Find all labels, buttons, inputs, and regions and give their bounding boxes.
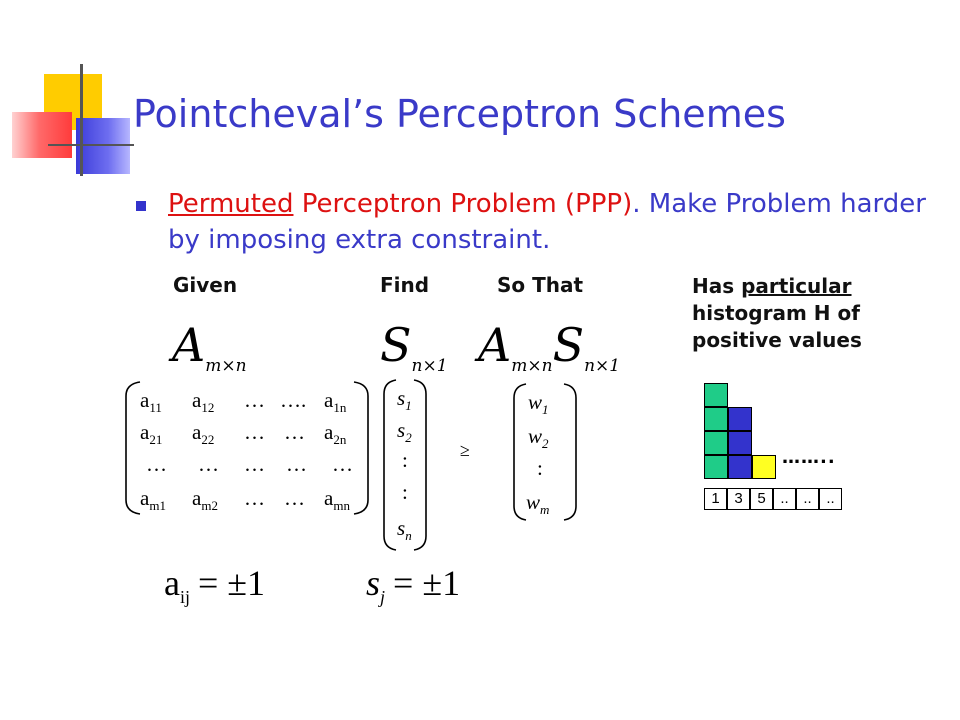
matrix-A-cell: $a_{1n}$ (324, 388, 347, 416)
histogram-block (704, 383, 728, 407)
bullet-blue-text: . Make Problem harder by imposing extra constraint. (168, 189, 926, 255)
formula-AS-S-sub: n×1 (584, 356, 621, 377)
vector-w-entry: : (537, 456, 543, 480)
formula-sj-rhs: = ±1 (393, 563, 461, 603)
matrix-A-cell: $a_{m1}$ (140, 486, 166, 514)
matrix-A-cell: … (244, 420, 265, 444)
vector-w (524, 390, 574, 520)
formula-AS-A-sub: m×n (511, 356, 553, 377)
matrix-A-cell: … (284, 486, 305, 510)
header-find: Find (380, 273, 430, 297)
hist-label-prefix: Has (692, 274, 742, 298)
matrix-A-cell: $a_{21}$ (140, 420, 163, 448)
vector-s-entry: : (402, 448, 408, 472)
matrix-A-cell: … (286, 452, 307, 476)
vector-w-entry: $w_2$ (528, 424, 549, 452)
matrix-A-cell: … (244, 452, 265, 476)
bullet-red-text: Perceptron Problem (PPP) (293, 189, 633, 219)
formula-AS-A-base: A (478, 318, 512, 372)
header-so-that: So That (497, 273, 584, 297)
histogram-block (704, 431, 728, 455)
formula-aij-sub: ij (179, 587, 190, 608)
vector-s-entry: $s_2$ (397, 418, 412, 446)
matrix-A-cell: … (146, 452, 167, 476)
histogram-block (728, 407, 752, 431)
formula-sj-lhs: s (366, 563, 381, 603)
formula-A-base: A (172, 318, 206, 372)
vector-w-entry: $w_m$ (526, 490, 550, 518)
formula-S-base: S (380, 318, 412, 372)
matrix-A-cell: $a_{mn}$ (324, 486, 350, 514)
histogram-index-label: .. (819, 488, 842, 510)
hist-label-particular: particular (741, 274, 852, 298)
matrix-A-cell: … (284, 420, 305, 444)
formula-aij-lhs: a (164, 563, 180, 603)
histogram-block (728, 455, 752, 479)
histogram-block (752, 455, 776, 479)
matrix-A-cell: $a_{12}$ (192, 388, 215, 416)
histogram-index-label: 3 (727, 488, 750, 510)
histogram-index-label: .. (796, 488, 819, 510)
matrix-A-cell: $a_{11}$ (140, 388, 162, 416)
matrix-A-cell: … (332, 452, 353, 476)
histogram-index-label: 5 (750, 488, 773, 510)
matrix-A-cell: … (244, 388, 265, 412)
hist-label-line3: positive values (692, 328, 862, 352)
matrix-A-cell: $a_{22}$ (192, 420, 215, 448)
histogram-block (728, 431, 752, 455)
vector-s-entry: $s_n$ (397, 516, 412, 544)
matrix-A-cell: …. (280, 388, 307, 412)
formula-sj-sub: j (380, 587, 386, 608)
histogram-index-label: 1 (704, 488, 727, 510)
formula-aij-rhs: = ±1 (198, 563, 266, 603)
histogram-block (704, 455, 728, 479)
vector-s (394, 386, 424, 548)
bullet-permuted-word: Permuted (168, 189, 294, 219)
formula-aij (164, 562, 265, 608)
matrix-A-cell: … (244, 486, 265, 510)
formula-A-sub: m×n (205, 356, 247, 377)
vector-w-entry: $w_1$ (528, 390, 549, 418)
matrix-A-cell: … (198, 452, 219, 476)
matrix-A (136, 388, 362, 512)
formula-sj (366, 562, 460, 608)
matrix-A-cell: $a_{2n}$ (324, 420, 347, 448)
histogram-trailing-dots: …….. (782, 447, 836, 468)
header-given: Given (173, 273, 238, 297)
vector-s-entry: : (402, 480, 408, 504)
slide-title: Pointcheval’s Perceptron Schemes (133, 92, 786, 136)
formula-AS-S-base: S (552, 318, 585, 372)
matrix-A-cell: $a_{m2}$ (192, 486, 218, 514)
geq-symbol: ≥ (460, 440, 470, 460)
vector-s-entry: $s_1$ (397, 386, 412, 414)
hist-label-line2: histogram H of (692, 301, 860, 325)
histogram-block (704, 407, 728, 431)
formula-S-sub: n×1 (411, 356, 448, 377)
histogram-index-label: .. (773, 488, 796, 510)
